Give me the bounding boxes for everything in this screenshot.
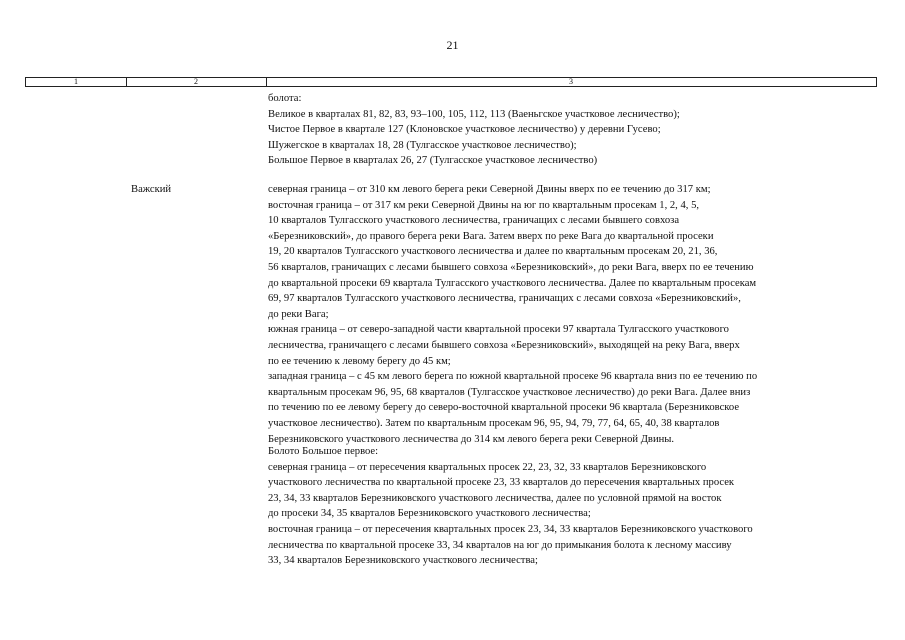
boundary-line: восточная граница – от 317 км реки Северной Двины на юг по квартальным просекам 1, 2, 4, 5,	[268, 199, 700, 211]
bog-item: Великое в кварталах 81, 82, 83, 93–100, 105, 112, 113 (Ваеньгское участковое лесничество);	[268, 108, 680, 120]
district-boundaries	[268, 182, 878, 447]
boundary-line: Березниковского участкового лесничества до 314 км левого берега реки Северной Двины.	[268, 433, 675, 445]
bogs-list	[268, 91, 878, 169]
table-header-col-1: 1	[74, 77, 78, 86]
boundary-line: северная граница – от 310 км левого берега реки Северной Двины вверх по ее течению до 317 км;	[268, 184, 711, 195]
boundary-line: участкового лесничества по квартальной просеке 23, 33 кварталов до пересечения квартальных просек	[268, 477, 735, 489]
table-header-col-2: 2	[194, 77, 198, 86]
bogs-heading: болота:	[268, 93, 302, 104]
bog-bolshoe-boundaries	[268, 444, 878, 569]
boundary-line: восточная граница – от пересечения квартальных просек 23, 34, 33 кварталов Березниковского участкового	[268, 523, 753, 535]
boundary-line: 33, 34 кварталов Березниковского участкового лесничества;	[268, 555, 538, 567]
district-name: Важский	[131, 184, 172, 195]
bog-item: Чистое Первое в квартале 127 (Клоновское участковое лесничество) у деревни Гусево;	[268, 124, 661, 136]
boundary-line: 23, 34, 33 кварталов Березниковского участкового лесничества, далее по условной прямой на восток	[268, 492, 722, 504]
boundary-line: участковое лесничество). Затем по квартальным просекам 96, 95, 94, 79, 77, 64, 65, 40, 38 кварталов	[268, 417, 720, 429]
boundary-line: южная граница – от северо-западной части квартальной просеки 97 квартала Тулгасского участкового	[268, 324, 729, 336]
boundary-line: 19, 20 кварталов Тулгасского участкового лесничества и далее по квартальным просекам 20, 21, 36,	[268, 246, 718, 258]
boundary-line: северная граница – от пересечения квартальных просек 22, 23, 32, 33 кварталов Березниковского	[268, 461, 707, 473]
boundary-line: до реки Вага;	[268, 308, 329, 320]
boundary-line: 56 кварталов, граничащих с лесами бывшего совхоза «Березниковский», до реки Вага, вверх по ее течению	[268, 261, 754, 273]
bog-item: Большое Первое в кварталах 26, 27 (Тулгасское участковое лесничество)	[268, 155, 598, 167]
boundary-line: лесничества по квартальной просеке 33, 34 кварталов на юг до примыкания болота к лесному массиву	[268, 539, 732, 551]
boundary-line: 10 кварталов Тулгасского участкового лесничества, граничащих с лесами бывшего совхоза	[268, 215, 680, 227]
bog-item: Шужегское в кварталах 18, 28 (Тулгасское участковое лесничество);	[268, 139, 577, 151]
table-header-row	[25, 77, 877, 87]
boundary-line: до квартальной просеки 69 квартала Тулгасского участкового лесничества. Далее по квартальным просекам	[268, 277, 757, 289]
boundary-line: западная граница – с 45 км левого берега по южной квартальной просеке 96 квартала вниз по ее течению по	[268, 371, 758, 383]
boundary-line: «Березниковский», до правого берега реки Вага. Затем вверх по реке Вага до квартальной просеки	[268, 230, 714, 242]
boundary-line: до просеки 34, 35 кварталов Березниковского участкового лесничества;	[268, 508, 591, 520]
boundary-line: квартальным просекам 96, 95, 68 кварталов (Тулгасское участковое лесничество) до реки Вага. Далее вниз	[268, 386, 751, 398]
page-number: 21	[446, 38, 459, 52]
boundary-line: по ее течению к левому берегу до 45 км;	[268, 355, 451, 367]
boundary-line: лесничества, граничащего с лесами бывшего совхоза «Березниковский», выходящей на реку Вага, вверх	[268, 339, 740, 351]
boundary-line: по течению по ее левому берегу до северо-восточной квартальной просеки 96 квартала (Березниковское	[268, 402, 740, 414]
bog-bolshoe-heading: Болото Большое первое:	[268, 446, 379, 457]
boundary-line: 69, 97 кварталов Тулгасского участкового лесничества, граничащих с лесами совхоза «Березниковский»,	[268, 293, 741, 305]
table-header-col-3: 3	[569, 77, 573, 86]
